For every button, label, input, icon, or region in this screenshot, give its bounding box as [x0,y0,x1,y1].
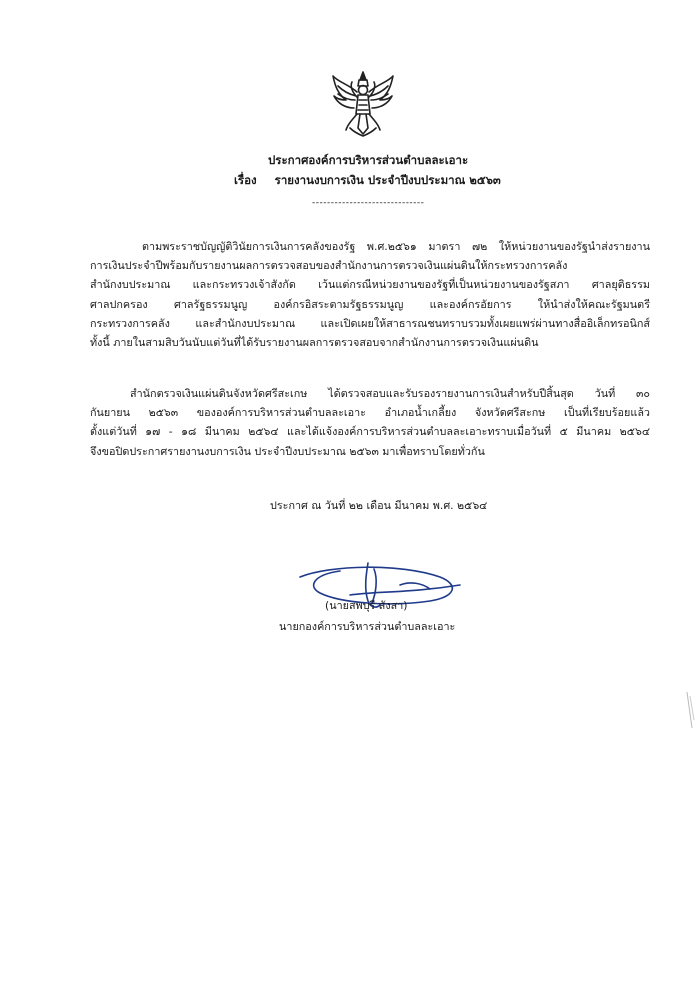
announcement-title: ประกาศองค์การบริหารส่วนตำบลละเอาะ [268,153,469,167]
paragraph-line: ศาลปกครอง ศาลรัฐธรรมนูญ องค์กรอิสระตามรัฐธรรมนูญ และองค์กรอัยการ ให้นำส่งให้คณะรัฐมนตรี [90,297,650,311]
body-paragraph-1 [90,237,650,352]
subject-text: รายงานงบการเงิน ประจำปีงบประมาณ ๒๕๖๓ [274,173,501,187]
title-divider: ------------------------------ [312,198,425,208]
paragraph-line: กระทรวงการคลัง และสำนักงบประมาณ และเปิดเผยให้สาธารณชนทราบรวมทั้งเผยแพร่ผ่านทางสื่ออิเล็กทรอนิกส์ [90,316,650,330]
announcement-date: ประกาศ ณ วันที่ ๒๒ เดือน มีนาคม พ.ศ. ๒๕๖๔ [270,499,488,512]
paragraph-line: การเงินประจำปีพร้อมกับรายงานผลการตรวจสอบของสำนักงานการตรวจเงินแผ่นดินให้กระทรวงการคลัง [90,259,568,273]
subject-label: เรื่อง [234,173,257,187]
paragraph-line: สำนักตรวจเงินแผ่นดินจังหวัดศรีสะเกษ ได้ตรวจสอบและรับรองรายงานการเงินสำหรับปีสิ้นสุด วันที่ ๓๐ [130,387,650,400]
signer-title: นายกองค์การบริหารส่วนตำบลละเอาะ [279,620,456,633]
paragraph-line: ตั้งแต่วันที่ ๑๗ - ๑๘ มีนาคม ๒๕๖๔ และได้แจ้งองค์การบริหารส่วนตำบลละเอาะทราบเมื่อวันที่ ๕ มีนาคม ๒๕๖๔ [90,425,650,439]
paragraph-line: ทั้งนี้ ภายในสามสิบวันนับแต่วันที่ได้รับรายงานผลการตรวจสอบจากสำนักงานการตรวจเงินแผ่นดิน [90,336,539,350]
paragraph-line: กันยายน ๒๕๖๓ ขององค์การบริหารส่วนตำบลละเอาะ อำเภอน้ำเกลี้ยง จังหวัดศรีสะกษ เป็นที่เรียบร้อยแล้ว [90,406,650,420]
paragraph-line: สำนักงบประมาณ และกระทรวงเจ้าสังกัด เว้นแต่กรณีหน่วยงานของรัฐที่เป็นหน่วยงานของรัฐสภา ศาลยุติธรรม [90,278,650,292]
subject-line [234,170,501,190]
signer-name: (นายสพบุรี สังสา) [325,599,408,612]
paragraph-line: ตามพระราชบัญญัติวินัยการเงินการคลังของรัฐ พ.ศ.๒๕๖๑ มาตรา ๗๒ ให้หน่วยงานของรัฐนำส่งรายงาน [142,240,650,253]
edge-mark-icon [684,690,696,730]
paragraph-line: จึงขอปิดประกาศรายงานงบการเงิน ประจำปีงบประมาณ ๒๕๖๓ มาเพื่อทราบโดยทั่วกัน [90,444,485,458]
body-paragraph-2 [90,384,650,461]
garuda-emblem-icon [330,70,396,140]
